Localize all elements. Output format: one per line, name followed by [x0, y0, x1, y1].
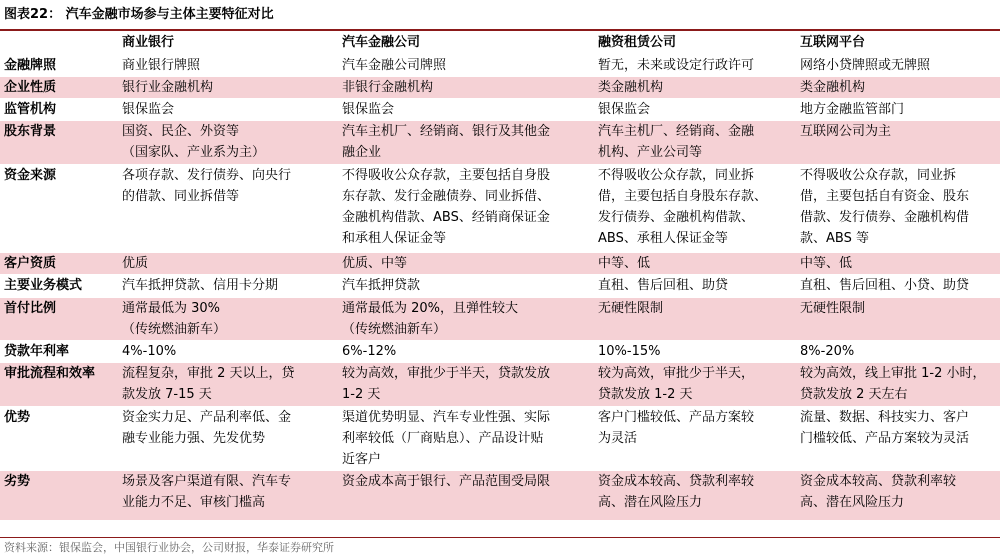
table-row	[0, 275, 1000, 298]
footer-rule	[0, 537, 1000, 538]
table-row	[0, 341, 1000, 363]
row-label: 监管机构	[0, 99, 118, 121]
table-cell: 通常最低为 20%，且弹性较大 （传统燃油新车）	[338, 298, 594, 341]
table-row	[0, 121, 1000, 165]
column-header: 融资租赁公司	[598, 35, 677, 50]
table-cell: 直租、售后回租、小贷、助贷	[796, 275, 1000, 298]
table-cell: 流程复杂，审批 2 天以上，贷 款发放 7-15 天	[118, 363, 338, 407]
table-cell: 资金成本较高、贷款利率较 高、潜在风险压力	[594, 471, 796, 520]
figure-title: 图表22： 汽车金融市场参与主体主要特征对比	[4, 7, 274, 22]
table-row	[0, 165, 1000, 253]
table-cell: 8%-20%	[796, 341, 1000, 363]
table-cell: 银保监会	[118, 99, 338, 121]
table-cell: 6%-12%	[338, 341, 594, 363]
table-cell: 银行业金融机构	[118, 77, 338, 99]
table-cell: 优质	[118, 253, 338, 275]
table-cell: 资金成本高于银行、产品范围受局限	[338, 471, 594, 520]
table-cell: 直租、售后回租、助贷	[594, 275, 796, 298]
table-cell: 无硬性限制	[796, 298, 1000, 341]
table-cell: 不得吸收公众存款，主要包括自身股 东存款、发行金融债券、同业拆借、 金融机构借款、ABS、经销商保证金 和承租人保证金等	[338, 165, 594, 253]
table-cell: 不得吸收公众存款，同业拆 借，主要包括自身股东存款、 发行债券、金融机构借款、 ABS、承租人保证金等	[594, 165, 796, 253]
table-cell: 中等、低	[594, 253, 796, 275]
table-cell: 地方金融监管部门	[796, 99, 1000, 121]
table-cell: 客户门槛较低、产品方案较 为灵活	[594, 407, 796, 471]
table-cell: 网络小贷牌照或无牌照	[796, 55, 1000, 77]
table-cell: 国资、民企、外资等 （国家队、产业系为主）	[118, 121, 338, 165]
comparison-table	[0, 31, 1000, 520]
table-cell: 较为高效，线上审批 1-2 小时， 贷款发放 2 天左右	[796, 363, 1000, 407]
table-row	[0, 99, 1000, 121]
column-header: 互联网平台	[800, 35, 866, 50]
table-row	[0, 407, 1000, 471]
row-label: 贷款年利率	[0, 341, 118, 363]
row-label: 优势	[0, 407, 118, 471]
table-cell: 银保监会	[594, 99, 796, 121]
table-cell: 10%-15%	[594, 341, 796, 363]
table-cell: 汽车抵押贷款	[338, 275, 594, 298]
table-cell: 互联网公司为主	[796, 121, 1000, 165]
table-cell: 汽车主机厂、经销商、银行及其他金 融企业	[338, 121, 594, 165]
table-cell: 资金实力足、产品利率低、金 融专业能力强、先发优势	[118, 407, 338, 471]
table-cell: 不得吸收公众存款，同业拆 借，主要包括自有资金、股东 借款、发行债券、金融机构借 款、ABS 等	[796, 165, 1000, 253]
row-label: 客户资质	[0, 253, 118, 275]
row-label: 企业性质	[0, 77, 118, 99]
row-label: 首付比例	[0, 298, 118, 341]
table-cell: 渠道优势明显、汽车专业性强、实际 利率较低（厂商贴息）、产品设计贴 近客户	[338, 407, 594, 471]
table-row	[0, 363, 1000, 407]
table-cell: 各项存款、发行债券、向央行 的借款、同业拆借等	[118, 165, 338, 253]
column-header: 商业银行	[122, 35, 175, 50]
table-row	[0, 55, 1000, 77]
table-cell: 优质、中等	[338, 253, 594, 275]
row-label: 审批流程和效率	[0, 363, 118, 407]
row-label: 金融牌照	[0, 55, 118, 77]
table-cell: 流量、数据、科技实力、客户 门槛较低、产品方案较为灵活	[796, 407, 1000, 471]
table-row	[0, 253, 1000, 275]
table-cell: 中等、低	[796, 253, 1000, 275]
table-row	[0, 298, 1000, 341]
row-label: 主要业务模式	[0, 275, 118, 298]
table-cell: 较为高效，审批少于半天， 贷款发放 1-2 天	[594, 363, 796, 407]
table-header-row	[0, 31, 1000, 55]
table-cell: 暂无，未来或设定行政许可	[594, 55, 796, 77]
header-corner	[0, 31, 118, 55]
table-cell: 银保监会	[338, 99, 594, 121]
table-cell: 场景及客户渠道有限、汽车专 业能力不足、审核门槛高	[118, 471, 338, 520]
table-cell: 汽车金融公司牌照	[338, 55, 594, 77]
table-cell: 通常最低为 30% （传统燃油新车）	[118, 298, 338, 341]
table-row	[0, 77, 1000, 99]
table-cell: 无硬性限制	[594, 298, 796, 341]
table-cell: 汽车主机厂、经销商、金融 机构、产业公司等	[594, 121, 796, 165]
table-cell: 商业银行牌照	[118, 55, 338, 77]
column-header: 汽车金融公司	[342, 35, 421, 50]
table-row	[0, 471, 1000, 520]
table-cell: 较为高效，审批少于半天，贷款发放 1-2 天	[338, 363, 594, 407]
table-cell: 资金成本较高、贷款利率较 高、潜在风险压力	[796, 471, 1000, 520]
row-label: 资金来源	[0, 165, 118, 253]
table-cell: 4%-10%	[118, 341, 338, 363]
table-cell: 汽车抵押贷款、信用卡分期	[118, 275, 338, 298]
row-label: 股东背景	[0, 121, 118, 165]
table-cell: 非银行金融机构	[338, 77, 594, 99]
table-cell: 类金融机构	[594, 77, 796, 99]
row-label: 劣势	[0, 471, 118, 520]
table-cell: 类金融机构	[796, 77, 1000, 99]
source-footnote: 资料来源：银保监会，中国银行业协会，公司财报，华泰证券研究所	[4, 541, 334, 554]
